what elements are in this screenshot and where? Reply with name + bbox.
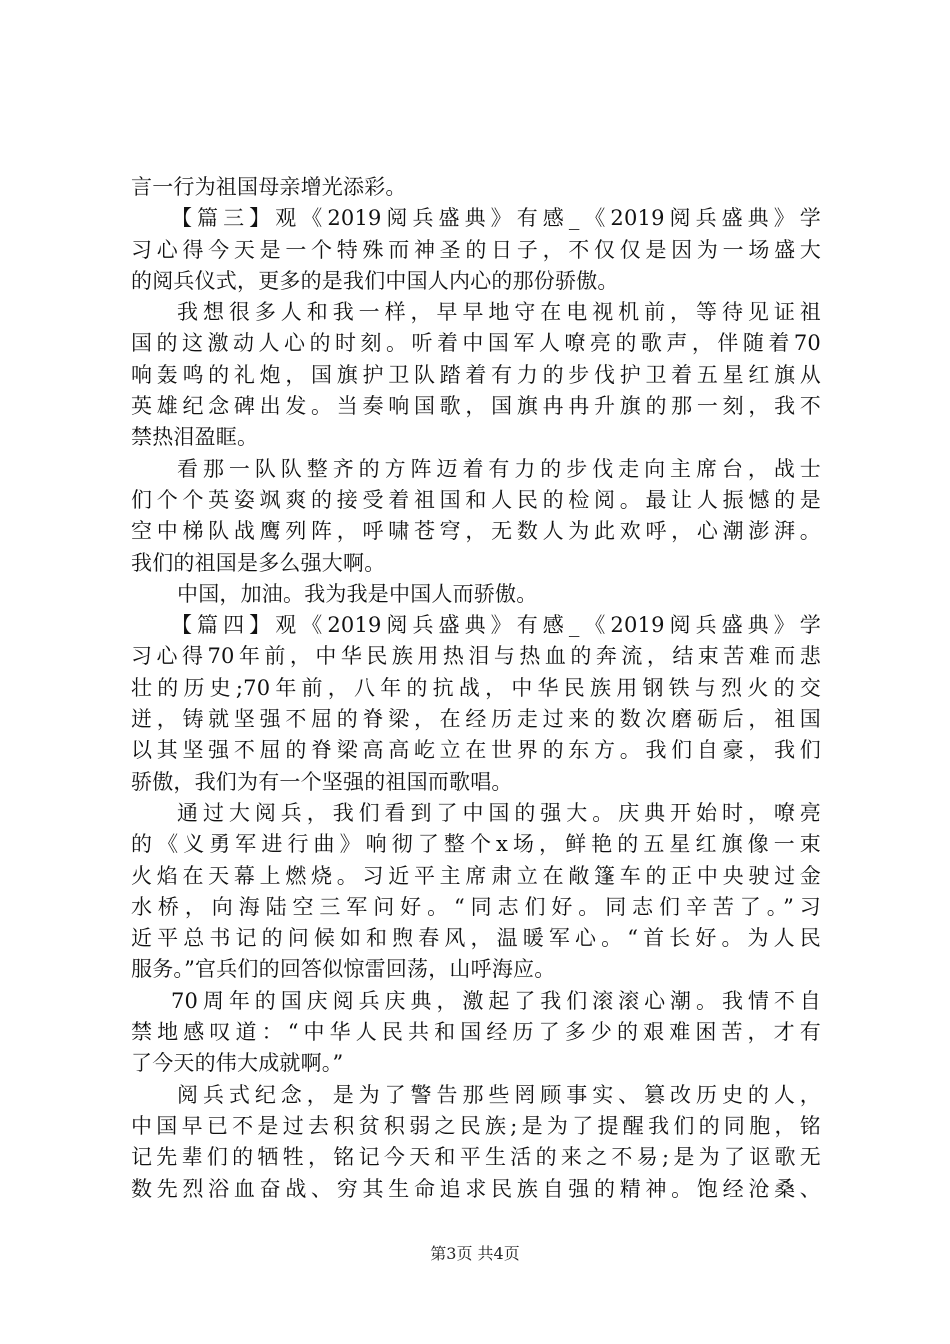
text-line: 以其坚强不屈的脊梁高高屹立在世界的东方。我们自豪，我们 (131, 738, 821, 763)
text-line: 服务。”官兵们的回答似惊雷回荡，山呼海应。 (131, 957, 556, 982)
text-line: 火焰在天幕上燃烧。习近平主席肃立在敞篷车的正中央驶过金 (131, 863, 821, 888)
text-line: 骄傲，我们为有一个坚强的祖国而歌唱。 (131, 769, 513, 794)
text-line: 中国，加油。我为我是中国人而骄傲。 (177, 581, 538, 606)
text-line: 70周年的国庆阅兵庆典，激起了我们滚滚心潮。我情不自 (171, 988, 821, 1013)
text-line: 我们的祖国是多么强大啊。 (131, 550, 386, 575)
text-line: 数先烈浴血奋战、穷其生命追求民族自强的精神。饱经沧桑、 (131, 1176, 821, 1201)
text-line: 了今天的伟大成就啊。” (131, 1051, 344, 1076)
text-line: 习心得70年前，中华民族用热泪与热血的奔流，结束苦难而悲 (131, 644, 821, 669)
text-line: 【篇三】观《2019阅兵盛典》有感_《2019阅兵盛典》学 (171, 206, 821, 231)
text-line: 习心得今天是一个特殊而神圣的日子，不仅仅是因为一场盛大 (131, 237, 821, 262)
text-line: 们个个英姿飒爽的接受着祖国和人民的检阅。最让人振憾的是 (131, 487, 821, 512)
text-line: 阅兵式纪念，是为了警告那些罔顾事实、篡改历史的人， (177, 1082, 821, 1107)
text-line: 空中梯队战鹰列阵，呼啸苍穹，无数人为此欢呼，心潮澎湃。 (131, 519, 821, 544)
text-line: 看那一队队整齐的方阵迈着有力的步伐走向主席台，战士 (177, 456, 821, 481)
text-line: 通过大阅兵，我们看到了中国的强大。庆典开始时，嘹亮 (177, 800, 821, 825)
text-line: 禁热泪盈眶。 (131, 425, 259, 450)
text-line: 响轰鸣的礼炮，国旗护卫队踏着有力的步伐护卫着五星红旗从 (131, 362, 821, 387)
body-text (131, 172, 821, 1205)
text-line: 迸，铸就坚强不屈的脊梁，在经历走过来的数次磨砺后，祖国 (131, 707, 821, 732)
text-line: 【篇四】观《2019阅兵盛典》有感_《2019阅兵盛典》学 (171, 613, 821, 638)
text-line: 的阅兵仪式，更多的是我们中国人内心的那份骄傲。 (131, 268, 619, 293)
text-line: 中国早已不是过去积贫积弱之民族;是为了提醒我们的同胞，铭 (131, 1113, 821, 1138)
text-line: 的《义勇军进行曲》响彻了整个x场，鲜艳的五星红旗像一束 (131, 832, 821, 857)
text-line: 壮的历史;70年前，八年的抗战，中华民族用钢铁与烈火的交 (131, 675, 821, 700)
text-line: 禁地感叹道：“中华人民共和国经历了多少的艰难困苦，才有 (131, 1020, 821, 1045)
text-line: 国的这激动人心的时刻。听着中国军人嘹亮的歌声，伴随着70 (131, 331, 821, 356)
text-line: 水桥，向海陆空三军问好。“同志们好。同志们辛苦了。”习 (131, 894, 821, 919)
text-line: 近平总书记的问候如和煦春风，温暖军心。“首长好。为人民 (131, 926, 821, 951)
text-line: 英雄纪念碑出发。当奏响国歌，国旗冉冉升旗的那一刻，我不 (131, 394, 821, 419)
text-line: 记先辈们的牺牲，铭记今天和平生活的来之不易;是为了讴歌无 (131, 1145, 821, 1170)
page-footer: 第3页 共4页 (430, 1244, 520, 1263)
text-line: 言一行为祖国母亲增光添彩。 (131, 175, 407, 199)
text-line: 我想很多人和我一样，早早地守在电视机前，等待见证祖 (177, 300, 821, 325)
